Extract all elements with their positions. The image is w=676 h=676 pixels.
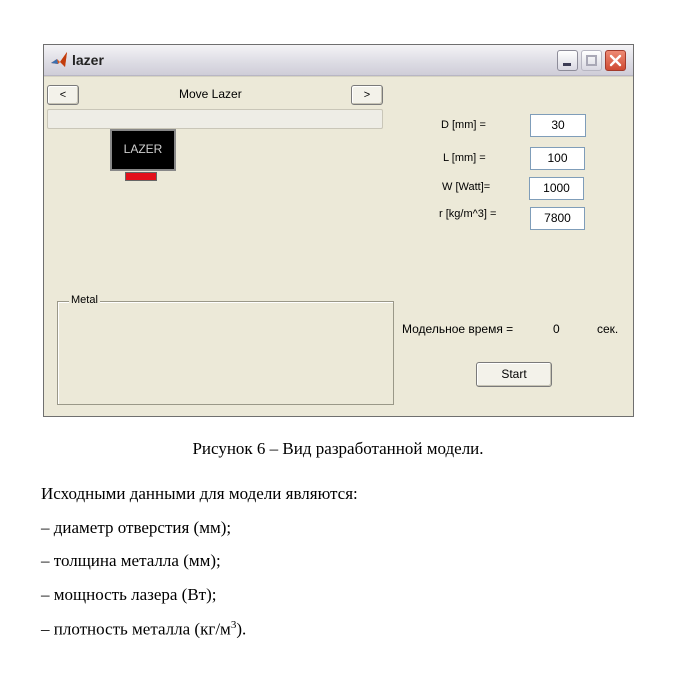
- param-label-w: W [Watt]=: [442, 181, 491, 193]
- lazer-window: [43, 44, 634, 417]
- model-time-value: 0: [553, 322, 560, 336]
- minimize-icon: [558, 51, 577, 70]
- model-time-label: Модельное время =: [402, 322, 514, 336]
- move-lazer-label: Move Lazer: [179, 87, 242, 101]
- figure-client-area: [44, 76, 633, 416]
- minimize-button[interactable]: [557, 50, 578, 71]
- param-input-w[interactable]: 1000: [529, 177, 584, 200]
- superscript: 3: [230, 619, 237, 631]
- list-item-density: [41, 619, 246, 640]
- matlab-icon: [50, 51, 68, 69]
- param-input-r[interactable]: 7800: [530, 207, 585, 230]
- list-item: – мощность лазера (Вт);: [41, 585, 217, 604]
- model-time-unit: сек.: [597, 322, 619, 336]
- close-icon: [606, 51, 625, 70]
- metal-panel-title: Metal: [71, 294, 98, 306]
- lazer-beam: [125, 172, 157, 181]
- param-label-d: D [mm] =: [441, 119, 486, 131]
- move-right-button[interactable]: >: [351, 85, 383, 105]
- move-left-button[interactable]: <: [47, 85, 79, 105]
- window-title: lazer: [72, 52, 104, 68]
- intro-paragraph: Исходными данными для модели являются:: [41, 484, 358, 503]
- list-item-tail: ).: [236, 619, 247, 639]
- list-item: – диаметр отверстия (мм);: [41, 518, 232, 537]
- param-label-l: L [mm] =: [443, 152, 486, 164]
- param-label-r: r [kg/m^3] =: [439, 208, 497, 220]
- list-item: – толщина металла (мм);: [41, 551, 221, 570]
- figure-caption: Рисунок 6 – Вид разработанной модели.: [192, 439, 484, 458]
- lazer-device: LAZER: [110, 129, 176, 171]
- metal-panel: [57, 294, 394, 405]
- param-input-l[interactable]: 100: [530, 147, 585, 170]
- maximize-button[interactable]: [581, 50, 602, 71]
- title-bar[interactable]: [44, 45, 633, 76]
- start-button[interactable]: Start: [476, 362, 552, 387]
- list-item-text: – плотность металла (кг/м: [41, 619, 231, 639]
- param-input-d[interactable]: 30: [530, 114, 586, 137]
- maximize-icon: [582, 51, 601, 70]
- close-button[interactable]: [605, 50, 626, 71]
- lazer-position-slider[interactable]: [47, 109, 383, 129]
